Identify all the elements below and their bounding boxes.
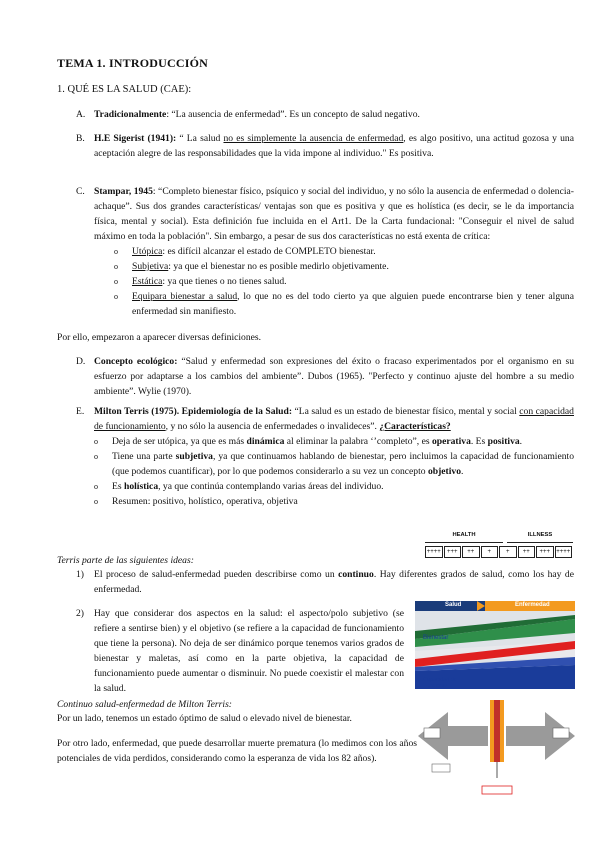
bullet-text: , ya que continúa contemplando varias áreas del individuo. bbox=[158, 481, 384, 492]
item-e-question: ¿Características? bbox=[379, 421, 451, 432]
idea-1 bbox=[76, 567, 574, 597]
item-e-head: Milton Terris (1975). Epidemiología de la Salud: bbox=[94, 406, 293, 417]
idea-1-number: 1) bbox=[76, 569, 84, 580]
salud-label: Salud bbox=[445, 602, 462, 608]
bullet-term: Subjetiva bbox=[132, 261, 169, 272]
bullet-bold: objetivo bbox=[427, 466, 462, 477]
item-c bbox=[76, 184, 574, 319]
item-c-text: : “Completo bienestar físico, psíquico y social del individuo, y no sólo la ausencia de enfermedad o dolencia-achaque”. Sus dos grandes características/ ventajas son que es positiva y que es holística (es decir, se le da importancia física, mental y social). Esta definición fue incluida en el Art1. De la Carta fundacional: "Conseguir el nivel de salud máximo en toda la población". Sin embargo, a pesar de sus dos características no está exenta de crítica: bbox=[94, 186, 574, 242]
table-cell: +++ bbox=[536, 546, 554, 558]
item-b-head: H.E Sigerist (1941): bbox=[94, 133, 177, 144]
continuo-heading: Continuo salud-enfermedad de Milton Terris: bbox=[57, 699, 232, 710]
item-b-text: “ La salud bbox=[176, 133, 224, 144]
item-a bbox=[76, 107, 574, 122]
bullet-text: . bbox=[461, 466, 464, 477]
bienestar-label: Bienestar bbox=[423, 635, 449, 641]
list-item: o Deja de ser utópica, ya que es más dinámica al eliminar la palabra ‘’completo”, es operativa. Es positiva. bbox=[94, 436, 523, 447]
bullet-text: Resumen: positivo, holístico, operativa, objetiva bbox=[112, 496, 298, 507]
illness-header: ILLNESS bbox=[507, 532, 573, 543]
idea-2-text: Hay que considerar dos aspectos en la salud: el aspecto/polo subjetivo (se refiere a sentirse bien) y el objetivo (se refiere a la capacidad de funcionamiento que tiene la persona). No deja de ser dinámico porque tenemos varios grados de bienestar y maletas, así como en la parte objetiva, la capacidad de funcionamiento puede aumentar o disminuir. No puede coexistir el malestar con la salud. bbox=[94, 608, 404, 694]
idea-1-text: El proceso de salud-enfermedad pueden describirse como un bbox=[94, 569, 339, 580]
bullet-text: : ya que el bienestar no es posible medirlo objetivamente. bbox=[168, 261, 389, 272]
page-title: TEMA 1. INTRODUCCIÓN bbox=[57, 56, 209, 70]
table-cell: + bbox=[499, 546, 517, 558]
item-e-text2: , y no sólo la ausencia de enfermedades o invalideces”. bbox=[165, 421, 380, 432]
health-header: HEALTH bbox=[425, 532, 503, 543]
bullet-text: Es bbox=[112, 481, 124, 492]
idea-1-bold: continuo bbox=[338, 569, 374, 580]
item-c-letter: C. bbox=[76, 186, 85, 197]
list-item: o Utópica: es difícil alcanzar el estado de COMPLETO bienestar. bbox=[114, 246, 376, 257]
health-illness-cells bbox=[425, 546, 573, 558]
diagram-graphic bbox=[415, 601, 575, 689]
item-b-underline: no es simplemente la ausencia de enfermedad bbox=[223, 133, 404, 144]
item-d-letter: D. bbox=[76, 356, 86, 367]
terris-ideas-heading: Terris parte de las siguientes ideas: bbox=[57, 555, 194, 566]
bullet-term: Utópica bbox=[132, 246, 163, 257]
enfermedad-label: Enfermedad bbox=[515, 602, 550, 608]
bullet-text: : ya que tienes o no tienes salud. bbox=[162, 276, 287, 287]
item-e-letter: E. bbox=[76, 406, 85, 417]
bullet-bold: dinámica bbox=[246, 436, 285, 447]
bullet-bold: operativa bbox=[431, 436, 471, 447]
list-item: o Estática: ya que tienes o no tienes salud. bbox=[114, 276, 287, 287]
malestar-label: Malestar bbox=[423, 659, 447, 665]
item-a-letter: A. bbox=[76, 109, 86, 120]
idea-2-number: 2) bbox=[76, 608, 84, 619]
continuo-diagram bbox=[418, 698, 575, 798]
item-b-text2: , es algo positivo, una actitud gozosa y una aceptación alegre de las responsabilidades que la vida impone al individuo." Es positiva. bbox=[94, 133, 574, 159]
continuo-paragraph-2: Por otro lado, enfermedad, que puede desarrollar muerte prematura (lo medimos con los años potenciales de vida perdidos, considerando como la esperanza de vida los 82 años). bbox=[57, 738, 417, 764]
bullet-bold: positiva bbox=[487, 436, 520, 447]
bullet-text: , ya que continuamos hablando de bienestar, pero incluimos la capacidad de funcionamiento (que podemos cuantificar), por lo que podemos considerarlo a su vez un concepto bbox=[112, 451, 574, 477]
table-cell: + bbox=[481, 546, 499, 558]
salud-enfermedad-diagram bbox=[415, 601, 575, 689]
item-e bbox=[76, 404, 574, 509]
bullet-text: . bbox=[519, 436, 523, 447]
item-e-underline: con capacidad de funcionamiento bbox=[94, 406, 574, 432]
list-item: o Es holística, ya que continúa contemplando varias áreas del individuo. bbox=[94, 481, 384, 492]
bullet-term: Estática bbox=[132, 276, 163, 287]
bullet-text: Tiene una parte bbox=[112, 451, 176, 462]
health-illness-table bbox=[425, 532, 573, 562]
bullet-text: Deja de ser utópica, ya que es más bbox=[112, 436, 247, 447]
continuo-graphic bbox=[418, 698, 575, 798]
list-item: o Equipara bienestar a salud, lo que no es del todo cierto ya que alguien puede encontrarse bien y tener alguna enfermedad sin manifiesto. bbox=[114, 291, 574, 317]
item-c-bullets bbox=[76, 244, 574, 319]
capacidad-label: Capacidad de Funcionar bbox=[423, 677, 457, 689]
list-item: o Subjetiva: ya que el bienestar no es posible medirlo objetivamente. bbox=[114, 261, 389, 272]
table-cell: ++++ bbox=[555, 546, 573, 558]
table-cell: ++ bbox=[462, 546, 480, 558]
item-a-head: Tradicionalmente bbox=[94, 109, 167, 120]
table-cell: ++++ bbox=[425, 546, 443, 558]
idea-2 bbox=[76, 606, 404, 696]
bullet-text: : es difícil alcanzar el estado de COMPLETO bienestar. bbox=[162, 246, 376, 257]
bullet-text: al eliminar la palabra ‘’completo”, es bbox=[284, 436, 432, 447]
bullet-text: . Es bbox=[470, 436, 488, 447]
por-ello-text: Por ello, empezaron a aparecer diversas definiciones. bbox=[57, 332, 262, 343]
item-d-text: “Salud y enfermedad son expresiones del éxito o fracaso experimentados por el organismo en su esfuerzo por adaptarse a los cambios del ambiente”. Dubos (1965). "Perfecto y continuo ajuste del hombre a su medio ambiente”. Wylie (1970). bbox=[94, 356, 574, 397]
item-b bbox=[76, 131, 574, 161]
bullet-text: , lo que no es del todo cierto ya que alguien puede encontrarse bien y tener alguna enfermedad sin manifiesto. bbox=[132, 291, 574, 317]
item-d-head: Concepto ecológico: bbox=[94, 356, 178, 367]
idea-1-text2: . Hay diferentes grados de salud, como los hay de enfermedad. bbox=[94, 569, 574, 595]
section-heading: 1. QUÉ ES LA SALUD (CAE): bbox=[57, 84, 192, 95]
bullet-bold: subjetiva bbox=[175, 451, 213, 462]
item-e-text: “La salud es un estado de bienestar físico, mental y social bbox=[292, 406, 520, 417]
item-b-letter: B. bbox=[76, 133, 85, 144]
item-c-head: Stampar, 1945 bbox=[94, 186, 153, 197]
item-d bbox=[76, 354, 574, 399]
bullet-term: Equipara bienestar a salud bbox=[132, 291, 238, 302]
continuo-paragraph-1: Por un lado, tenemos un estado óptimo de salud o elevado nivel de bienestar. bbox=[57, 713, 352, 724]
list-item: o Resumen: positivo, holístico, operativa, objetiva bbox=[94, 496, 298, 507]
item-a-text: : “La ausencia de enfermedad”. Es un concepto de salud negativo. bbox=[166, 109, 420, 120]
list-item: o Tiene una parte subjetiva, ya que continuamos hablando de bienestar, pero incluimos la capacidad de funcionamiento (que podemos cuantificar), por lo que podemos considerarlo a su vez un concepto objetivo. bbox=[94, 451, 574, 477]
item-e-bullets bbox=[76, 434, 574, 509]
table-cell: ++ bbox=[518, 546, 536, 558]
table-cell: +++ bbox=[444, 546, 462, 558]
bullet-bold: holística bbox=[124, 481, 159, 492]
